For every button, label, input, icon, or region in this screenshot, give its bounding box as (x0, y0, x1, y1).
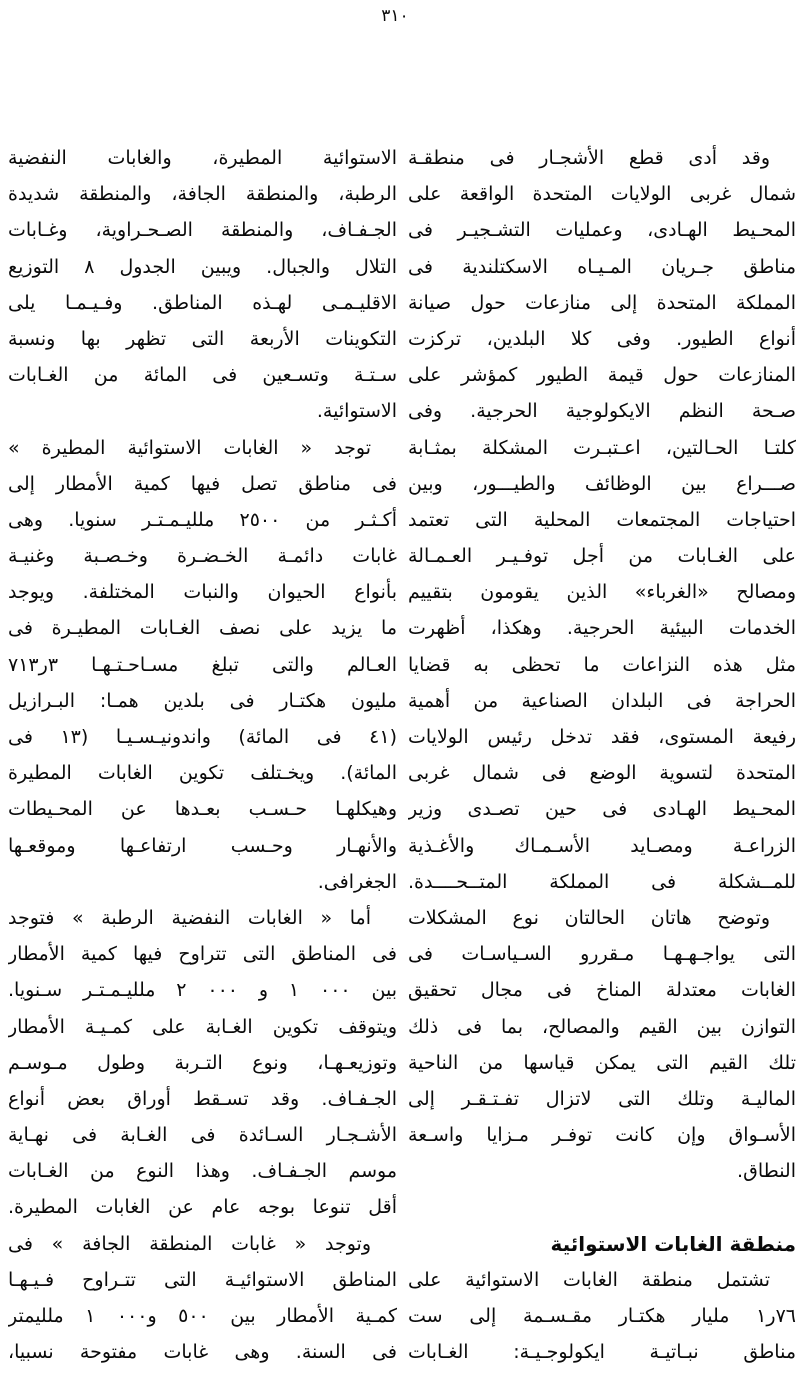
text-line: مثل هذه النزاعات ما تحظى به قضايا (408, 653, 796, 676)
text-line: المحـيط الهـادى فى حين تصـدى وزير (408, 798, 796, 821)
text-line (408, 1189, 796, 1225)
text-line: التى يواجـهـهـا مـقررو السـياسـات فى (408, 943, 796, 966)
text-line: الماليـة وتلك التى لاتزال تفـتـقـر إلى (408, 1087, 796, 1110)
text-line: المحـيط الهـادى، وعمليات التشـجيـر فى (408, 219, 796, 242)
text-line: الأسـواق وإن كانت توفـر مـزايا واسـعة (408, 1124, 796, 1147)
text-line: كلتـا الحـالتين، اعـتبـرت المشكلة بمثـابة (408, 436, 796, 459)
text-line: رفيعة المستوى، فقد تدخل رئيس الولايات (408, 726, 796, 748)
text-line: غابات دائمـة الخـضـرة وخـصـبة وغنيـة (8, 545, 397, 568)
text-line: مناطق نبـاتيـة ايكولوجـيـة: الغـابات (408, 1341, 796, 1364)
text-line: التلال والجبال. ويبين الجدول ٨ التوزيع (8, 255, 397, 278)
text-line: تشتمل منطقة الغابات الاستوائية على (408, 1268, 770, 1291)
text-line: الغابات معتدلة المناخ فى مجال تحقيق (408, 979, 796, 1002)
text-line: بأنواع الحيوان والنبات المختلفة. ويوجد (8, 581, 397, 604)
text-line: أقل تنوعا بوجه عام عن الغابات المطيرة. (8, 1196, 397, 1219)
text-line: الرطبة، والمنطقة الجافة، والمنطقة شديدة (8, 183, 397, 206)
text-line: صـــراع بين الوظائف والطيـــور، وبين (408, 472, 796, 495)
text-line: الخدمات البيئية الحرجية. وهكذا، أظهرت (408, 617, 796, 640)
section-heading: منطقة الغابات الاستوائية (550, 1231, 796, 1256)
text-line: شمال غربى الولايات المتحدة الواقعة على (408, 183, 796, 206)
text-line: مليون هكتـار فى بلدين همـا: البـرازيل (8, 689, 397, 712)
text-column-left (8, 140, 397, 1370)
text-line: على الغـابات من أجل توفـيـر العـمـالة (408, 545, 796, 568)
text-line: وتوضح هاتان الحالتان نوع المشكلات (408, 906, 770, 929)
text-line: المنازعات حول قيمة الطيور كمؤشر على (408, 364, 796, 387)
text-line: ما يزيد على نصف الغـابات المطيـرة فى (8, 617, 397, 640)
text-line: المناطق الاستوائيـة التى تتـراوح فـيـهـا (8, 1268, 397, 1291)
text-line: الجـفـاف، والمنطقة الصـحـراوية، وغـابات (8, 219, 397, 242)
text-line: توجد « الغابات الاستوائية المطيرة » (8, 436, 371, 459)
text-line: للمــشكلة فى المملكة المتــحــــدة. (408, 870, 796, 893)
text-line: ويتوقف تكوين الغـابة على كمـيـة الأمطار (8, 1015, 397, 1038)
text-line: الاستوائية المطيرة، والغابات النفضية (8, 147, 397, 169)
text-line: ومصالح «الغرباء» الذين يقومون بتقييم (408, 581, 796, 604)
text-line: العـالم والتى تبلغ مسـاحـتـهـا ٣ر٧١٣ (8, 653, 397, 676)
text-line: فى السنة. وهى غابات مفتوحة نسبيا، (8, 1341, 397, 1364)
text-line: المتحدة لتسوية الوضع فى شمال غربى (408, 762, 796, 785)
text-line: تلك القيم التى يمكن قياسها من الناحية (408, 1051, 796, 1074)
text-line: الجـفـاف. وقد تسـقط أوراق بعض أنواع (8, 1087, 397, 1110)
text-line: التكوينات الأربعة التى تظهر بها ونسبة (8, 327, 397, 350)
text-line: فى مناطق تصل فيها كمية الأمطار إلى (8, 472, 397, 495)
text-line: مناطق جـريان المـيـاه الاسكتلندية فى (408, 255, 796, 278)
text-line: أما « الغابات النفضية الرطبة » فتوجد (8, 906, 371, 929)
text-line: وهيكلهـا حـسـب بعـدها عن المحـيطات (8, 798, 397, 821)
text-line: وقد أدى قطع الأشجـار فى منطقـة (408, 147, 770, 169)
text-line: سـتـة وتسـعين فى المائة من الغـابات (8, 364, 397, 387)
page-number: ٣١٠ (381, 6, 409, 26)
text-line: النطاق. (737, 1160, 796, 1183)
text-line: والأنهـار وحـسب ارتفاعـها وموقعـها (8, 834, 397, 857)
text-line: ٧٦ر١ مليار هكتـار مقـسـمة إلى ست (408, 1305, 796, 1327)
text-line: احتياجات المجتمعات المحلية التى تعتمد (408, 508, 796, 531)
text-line: المملكة المتحدة إلى منازعات حول صيانة (408, 291, 796, 314)
text-line: الاستوائية. (316, 400, 397, 423)
text-line: بين ١ ٠٠٠ و ٢ ٠٠٠ ملليـمـتـر سـنويا. (8, 979, 397, 1002)
text-line: الزراعـة ومصـايد الأسـمـاك والأغـذية (408, 834, 796, 857)
text-line: الجغرافى. (317, 870, 397, 893)
text-line: فى المناطق التى تتراوح فيها كمية الأمطار (8, 943, 397, 966)
text-line: أنواع الطيور. وفى كلا البلدين، تركزت (408, 327, 796, 350)
text-line: التوازن بين القيم والمصالح، بما فى ذلك (408, 1015, 796, 1038)
text-line: الأشـجـار السـائدة فى الغـابة فى نهـاية (8, 1124, 397, 1147)
text-line: موسم الجـفـاف. وهذا النوع من الغـابات (8, 1160, 397, 1183)
text-line: صـحة النظم الايكولوجية الحرجية. وفى (408, 400, 796, 423)
text-column-right (408, 140, 796, 1370)
text-line: وتوزيعـهـا، ونوع التـربة وطول مـوسـم (8, 1051, 397, 1074)
text-line: أكـثـر من ٢٥٠٠ ملليـمـتـر سنويا. وهى (8, 508, 397, 531)
text-line: الاقليـمـى لهـذه المناطق. وفـيـمـا يلى (8, 291, 397, 314)
text-line: وتوجد « غابات المنطقة الجافة » فى (8, 1232, 371, 1255)
text-line: (٤١ فى المائة) واندونيـسـيـا (١٣ فى (8, 726, 397, 748)
text-line: كمـية الأمطار بين ٥٠٠ و١ ٠٠٠ ملليمتر (8, 1305, 397, 1327)
text-line: الحراجة فى البلدان الصناعية من أهمية (408, 689, 796, 712)
text-line: المائة). ويخـتلف تكوين الغابات المطيرة (8, 762, 397, 785)
